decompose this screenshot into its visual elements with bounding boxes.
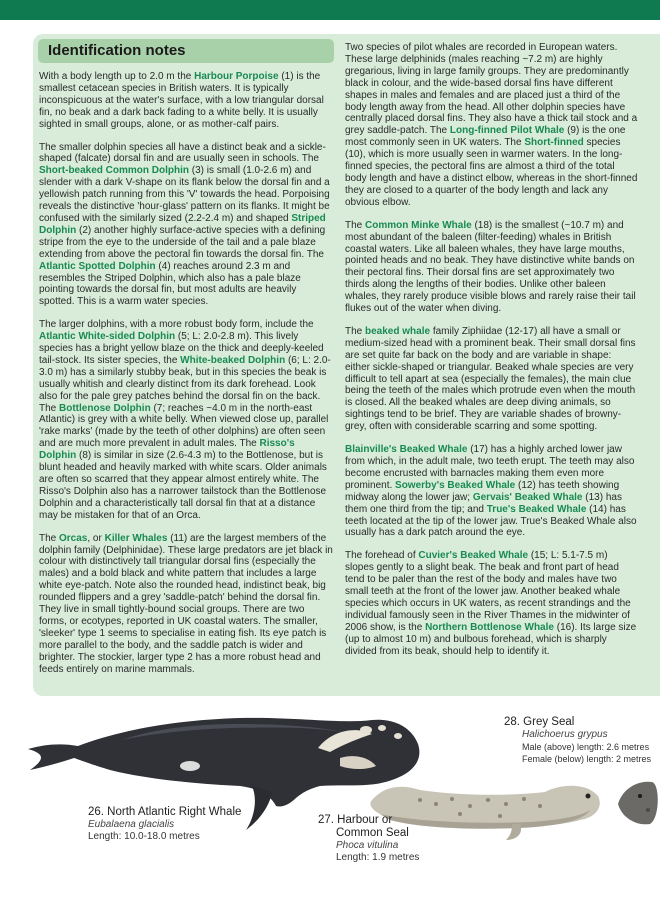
right-whale-scientific-name: Eubalaena glacialis bbox=[88, 819, 175, 830]
paragraph-pilot-whales: Two species of pilot whales are recorded in European waters. These large delphinids (males reaching ~7.2 m) are highly gregarious, living in large family groups. They are predominantly black in colour, and the wide-based dorsal fins have different shapes in males and females and are placed just a third of the body length away from the head. All other dolphin species have centrally placed dorsal fins. They also have a thick tail stock and a grey saddle-patch. The Long-finned Pilot Whale (9) is the one most commonly seen in UK waters. The Short-finned species (10), which is more usually seen in warmer waters. In the long-finned species, the pectoral fins are almost a third of the total body length and have a distinct elbow, whereas in the short-finned they are closed to a quarter of the body length and lack any obvious elbow. bbox=[345, 42, 638, 208]
harbour-seal-name-line2: Common Seal bbox=[336, 827, 409, 839]
species-name-highlight: Short-beaked Common Dolphin bbox=[39, 165, 189, 177]
right-whale-name: 26. North Atlantic Right Whale bbox=[88, 806, 242, 818]
species-name-highlight: Striped Dolphin bbox=[39, 212, 326, 236]
top-color-bar bbox=[0, 0, 660, 20]
species-name-highlight: White-beaked Dolphin bbox=[180, 354, 286, 366]
paragraph-harbour-porpoise: With a body length up to 2.0 m the Harbour Porpoise (1) is the smallest cetacean species in British waters. It is typically inconspicuous at the water's surface, with a low triangular dorsal fin, no beak and a dark back fading to a white belly. It is usually sighted in small groups, alone, or as mother-calf pairs. bbox=[39, 71, 324, 130]
grey-seal-male-length: Male (above) length: 2.6 metres bbox=[522, 742, 650, 752]
right-whale-label bbox=[88, 806, 288, 843]
grey-seal-illustration bbox=[618, 782, 658, 825]
paragraph-orcas: The Orcas, or Killer Whales (11) are the largest members of the dolphin family (Delphinidae). These large predators are jet black in colour with distinctively tall triangular dorsal fins (especially the males) and a bold black and white pattern that includes a large white eye-patch. Note also the rounded head, indistinct beak, big rounded flippers and a grey 'saddle-patch' behind the dorsal fin. They live in small tightly-bound social groups. There are two forms, or ecotypes, reported in UK coastal waters. The smaller, 'sleeker' type 1 seems to specialise in eating fish. Its eye patch is more parallel to the body, and the saddle patch is wider and brighter. The stockier, larger type 2 has a more robust head and feeds entirely on marine mammals. bbox=[39, 532, 333, 675]
panel-title: Identification notes bbox=[38, 39, 334, 63]
species-name-highlight: Short-finned bbox=[524, 137, 584, 149]
species-name-highlight: Blainville's Beaked Whale bbox=[345, 444, 468, 456]
paragraph-cuviers: The forehead of Cuvier's Beaked Whale (15; L: 5.1-7.5 m) slopes gently to a slight beak. The beak and front part of head tend to be paler than the rest of the body and males have two small teeth at the front of the lower jaw. Another beaked whale species which occurs in UK waters, as recent strandings and the individual famously seen in the River Thames in the midwinter of 2006 show, is the Northern Bottlenose Whale (16). Its large size (up to almost 10 m) and bulbous forehead, which is sharply divided from its beak, should help to identify it. bbox=[345, 550, 637, 657]
right-whale-length: Length: 10.0-18.0 metres bbox=[88, 831, 200, 842]
left-text-column bbox=[39, 71, 333, 687]
harbour-seal-label bbox=[318, 814, 478, 864]
species-name-highlight: Harbour Porpoise bbox=[194, 71, 279, 82]
species-name-highlight: Orcas bbox=[59, 532, 88, 544]
species-name-highlight: Common Minke Whale bbox=[365, 219, 472, 231]
paragraph-blainvilles: Blainville's Beaked Whale (17) has a highly arched lower jaw from which, in the adult male, two teeth erupt. The teeth may also become encrusted with barnacles making them even more prominent. Sowerby's Beaked Whale (12) has teeth showing midway along the lower jaw; Gervais' Beaked Whale (13) has them one third from the tip; and True's Beaked Whale (14) has teeth located at the tip of the lower jaw. True's Beaked Whale also usually has a dark patch around the eye. bbox=[345, 444, 637, 539]
harbour-seal-scientific-name: Phoca vitulina bbox=[336, 840, 399, 851]
paragraph-small-dolphins: The smaller dolphin species all have a distinct beak and a sickle-shaped (falcate) dorsal fin and are usually seen in schools. The Short-beaked Common Dolphin (3) is small (1.0-2.6 m) and slender with a dark V-shape on its flank below the dorsal fin and a yellowish patch running from this 'V' towards the head. Porpoising reveals the distinctive 'hour-glass' pattern on its flanks. It might be confused with the similarly sized (2.2-2.4 m) and shaped Striped Dolphin (2) another highly surface-active species with a defining stripe from the eye to the underside of the tail and a pale blaze extending from above the pectoral fin towards the dorsal fin. The Atlantic Spotted Dolphin (4) reaches around 2.3 m and resembles the Striped Dolphin, which also has a pale blaze pointing towards the dorsal fin, but most adults are heavily spotted. This is a warm water species. bbox=[39, 141, 330, 308]
harbour-seal-length: Length: 1.9 metres bbox=[336, 852, 420, 863]
paragraph-large-dolphins: The larger dolphins, with a more robust body form, include the Atlantic White-sided Dolphin (5; L: 2.0-2.8 m). This lively species has a bright yellow blaze on the thick and deeply-keeled tail-stock. Its sister species, the White-beaked Dolphin (6; L: 2.0-3.0 m) has a similarly stubby beak, but in this species the beak is usually whitish and clearly distinct from its dark forehead. Look also for the pale grey patches behind the dorsal fin on the back. The Bottlenose Dolphin (7; reaches ~4.0 m in the north-east Atlantic) is grey with a white belly. When viewed close up, parallel 'rake marks' (made by the teeth of other dolphins) are often seen and are much more prevalent in adult males. The Risso's Dolphin (8) is similar in size (2.6-4.3 m) to the Bottlenose, but is blunt headed and heavily marked with white scars. Older animals are often so scarred that they appear almost entirely white. The Risso's Dolphin also has a narrower tailstock than the Bottlenose Dolphin and a characteristically tall dorsal fin that at a distance may be mistaken for that of an Orca. bbox=[39, 319, 331, 521]
species-name-highlight: Gervais' Beaked Whale bbox=[472, 491, 583, 503]
species-name-highlight: Killer Whales bbox=[104, 532, 168, 544]
grey-seal-name: 28. Grey Seal bbox=[504, 716, 575, 728]
paragraph-beaked-whales: The beaked whale family Ziphiidae (12-17) all have a small or medium-sized head with a prominent beak. Their small dorsal fins are set quite far back on the body and are variable in shape: either sickle-shaped or triangular. Beaked whale species are very difficult to tell apart at sea (especially the females), the main clue being the teeth of the males which protrude even when the mouth is closed. All the beaked whales are deep diving animals, so sightings tend to be brief. They are variable shades of browny-grey, often with considerable scarring and some spotting. bbox=[345, 325, 636, 433]
grey-seal-female-length: Female (below) length: 2 metres bbox=[522, 754, 652, 764]
species-name-highlight: True's Beaked Whale bbox=[486, 503, 587, 515]
species-name-highlight: Northern Bottlenose Whale bbox=[425, 621, 554, 633]
species-name-highlight: Bottlenose Dolphin bbox=[59, 402, 151, 414]
species-name-highlight: Sowerby's Beaked Whale bbox=[395, 479, 516, 491]
species-name-highlight: Cuvier's Beaked Whale bbox=[418, 550, 529, 562]
paragraph-minke-whale: The Common Minke Whale (18) is the smallest (~10.7 m) and most abundant of the baleen (filter-feeding) whales in British coastal waters. Like all baleen whales, they have large mouths, pointed heads and no beak. They have distinctive white bands on their pectoral fins. Their dorsal fins are set approximately two thirds along the lengths of their bodies. Unlike other baleen whales, they rarely produce visible blows and rarely raise their tail flukes out of the water when diving. bbox=[345, 219, 636, 315]
species-name-highlight: beaked whale bbox=[365, 325, 431, 337]
harbour-seal-name-line1: 27. Harbour or bbox=[318, 814, 393, 826]
grey-seal-scientific-name: Halichoerus grypus bbox=[522, 729, 608, 740]
species-name-highlight: Atlantic Spotted Dolphin bbox=[39, 260, 156, 272]
grey-seal-label bbox=[504, 716, 660, 765]
species-name-highlight: Atlantic White-sided Dolphin bbox=[39, 331, 176, 343]
species-name-highlight: Risso's Dolphin bbox=[39, 438, 295, 462]
species-name-highlight: Long-finned Pilot Whale bbox=[449, 125, 565, 137]
right-text-column bbox=[345, 42, 638, 669]
